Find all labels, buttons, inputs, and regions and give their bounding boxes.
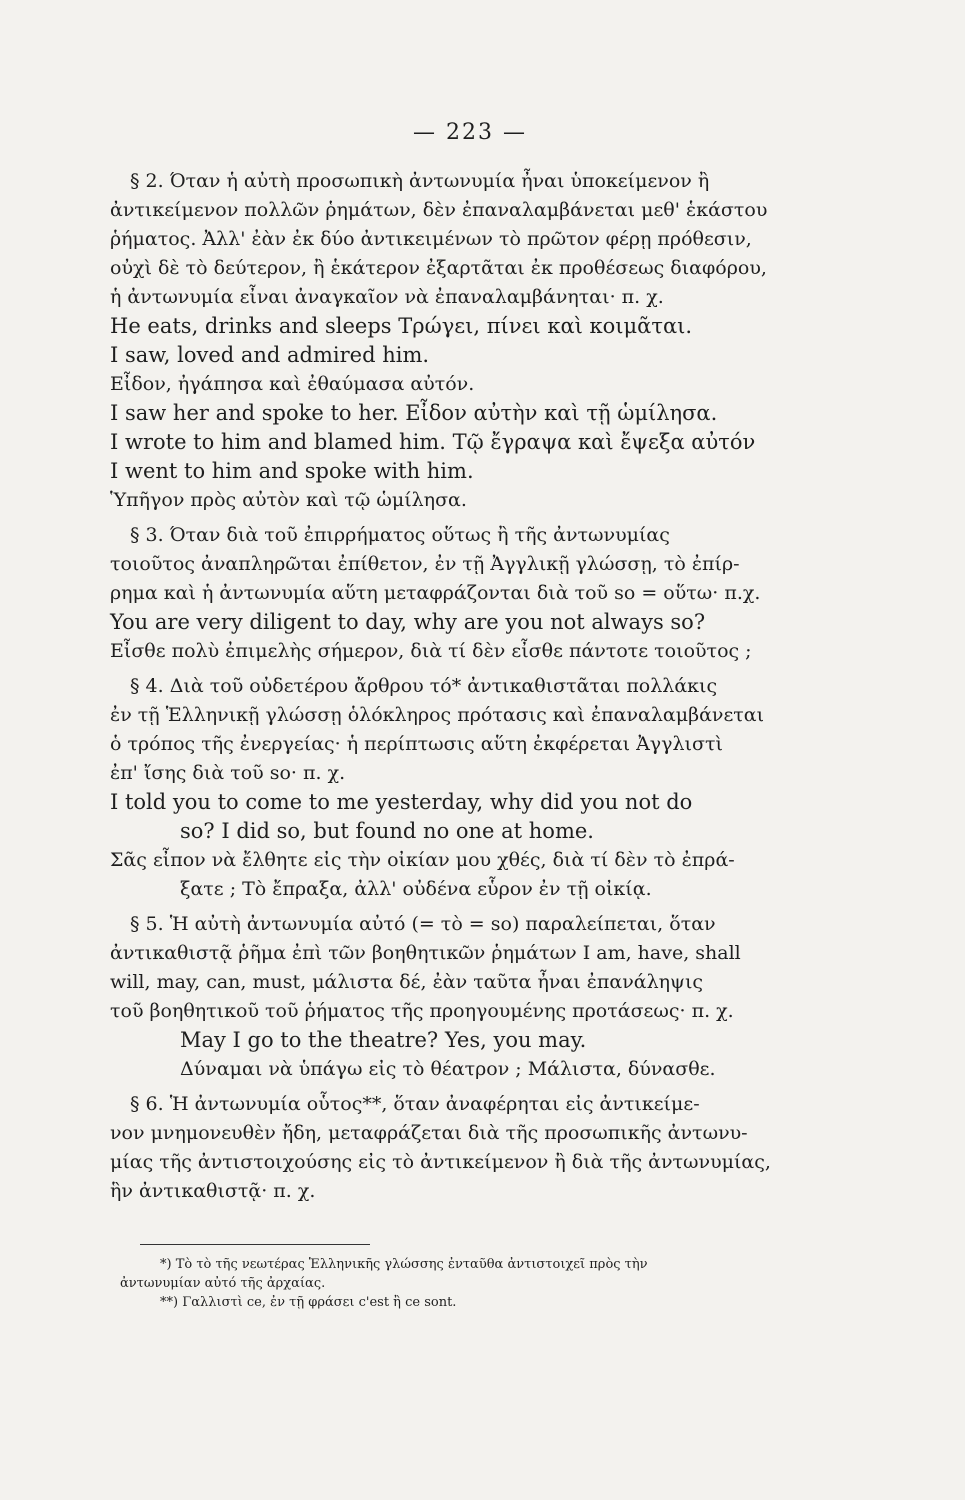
text-line: I saw her and spoke to her. Εἶδον αὐτὴν καὶ τῇ ὡμίλησα. [110,401,718,425]
text-line: τοιοῦτος ἀναπληρῶται ἐπίθετον, ἐν τῇ Ἀγγλικῇ γλώσσῃ, τὸ ἐπίρ- [110,553,740,575]
text-line: I went to him and spoke with him. [110,459,474,483]
text-line: ἣν ἀντικαθιστᾷ· π. χ. [110,1180,316,1202]
text-line: ἀντικείμενον πολλῶν ῥημάτων, δὲν ἐπαναλαμβάνεται μεθ' ἑκάστου [110,199,768,221]
text-line: § 2. Όταν ἡ αὐτὴ προσωπικὴ ἀντωνυμία ἦναι ὑποκείμενον ἢ [130,170,710,192]
text-line: ἀντικαθιστᾷ ῥῆμα ἐπὶ τῶν βοηθητικῶν ῥημάτων I am, have, shall [110,942,741,964]
book-page [110,120,830,1312]
footnote-line: **) Γαλλιστὶ ce, ἐν τῇ φράσει c'est ἢ ce sont. [160,1295,457,1310]
text-line: νον μνημονευθὲν ἤδη, μεταφράζεται διὰ τῆς προσωπικῆς ἀντωνυ- [110,1122,748,1144]
text-line: Δύναμαι νὰ ὑπάγω εἰς τὸ θέατρον ; Μάλιστα, δύνασθε. [180,1058,716,1080]
text-line: μίας τῆς ἀντιστοιχούσης εἰς τὸ ἀντικείμενον ἢ διὰ τῆς ἀντωνυμίας, [110,1151,771,1173]
text-line: οὐχὶ δὲ τὸ δεύτερον, ἢ ἑκάτερον ἐξαρτᾶται ἐκ προθέσεως διαφόρου, [110,257,767,279]
text-line: § 6. Ἡ ἀντωνυμία οὗτος**, ὅταν ἀναφέρηται εἰς ἀντικείμε- [130,1093,700,1115]
text-line: ἐπ' ἴσης διὰ τοῦ so· π. χ. [110,762,346,784]
text-line: will, may, can, must, μάλιστα δέ, ἐὰν ταῦτα ἦναι ἐπανάληψις [110,971,704,993]
text-line: He eats, drinks and sleeps Τρώγει, πίνει καὶ κοιμᾶται. [110,314,693,338]
text-line: Σᾶς εἶπον νὰ ἔλθητε εἰς τὴν οἰκίαν μου χθές, διὰ τί δὲν τὸ ἐπρά- [110,849,735,871]
text-line: Εἶσθε πολὺ ἐπιμελὴς σήμερον, διὰ τί δὲν εἶσθε πάντοτε τοιοῦτος ; [110,640,752,662]
footnotes [110,1255,830,1312]
page-number: — 223 — [413,120,527,145]
text-line: Ὑπῆγον πρὸς αὐτὸν καὶ τῷ ὡμίλησα. [110,489,467,511]
text-line: ἡ ἀντωνυμία εἶναι ἀναγκαῖον νὰ ἐπαναλαμβάνηται· π. χ. [110,286,664,308]
body-text [110,167,830,1206]
text-line: § 5. Ἡ αὐτὴ ἀντωνυμία αὐτό (= τὸ = so) παραλείπεται, ὅταν [130,913,716,935]
footnote-line: ἀντωνυμίαν αὐτό τῆς ἀρχαίας. [120,1276,326,1291]
text-line: May I go to the theatre? Yes, you may. [180,1028,587,1052]
text-line: You are very diligent to day, why are you not always so? [110,610,706,634]
text-line: ὁ τρόπος τῆς ἐνεργείας· ἡ περίπτωσις αὕτη ἐκφέρεται Ἀγγλιστὶ [110,733,723,755]
text-line: τοῦ βοηθητικοῦ τοῦ ῥήματος τῆς προηγουμένης προτάσεως· π. χ. [110,1000,734,1022]
text-line: I told you to come to me yesterday, why did you not do [110,790,693,814]
text-line: I saw, loved and admired him. [110,343,430,367]
text-line: Εἶδον, ἠγάπησα καὶ ἐθαύμασα αὐτόν. [110,373,475,395]
footnote-divider [140,1244,370,1245]
text-line: so? I did so, but found no one at home. [180,819,594,843]
text-line: § 3. Όταν διὰ τοῦ ἐπιρρήματος οὕτως ἢ τῆς ἀντωνυμίας [130,524,670,546]
text-line: ρημα καὶ ἡ ἀντωνυμία αὕτη μεταφράζονται διὰ τοῦ so = οὕτω· π.χ. [110,582,761,604]
text-line: I wrote to him and blamed him. Τῷ ἔγραψα καὶ ἔψεξα αὐτόν [110,430,756,454]
footnote-line: *) Τὸ τὸ τῆς νεωτέρας Ἑλληνικῆς γλώσσης ἐνταῦθα ἀντιστοιχεῖ πρὸς τὴν [160,1257,648,1272]
text-line: § 4. Διὰ τοῦ οὐδετέρου ἄρθρου τό* ἀντικαθιστᾶται πολλάκις [130,675,718,697]
text-line: ῥήματος. Ἀλλ' ἐὰν ἐκ δύο ἀντικειμένων τὸ πρῶτον φέρῃ πρόθεσιν, [110,228,752,250]
text-line: ἐν τῇ Ἑλληνικῇ γλώσσῃ ὁλόκληρος πρότασις καὶ ἐπαναλαμβάνεται [110,704,765,726]
text-line: ξατε ; Τὸ ἔπραξα, ἀλλ' οὐδένα εὗρον ἐν τῇ οἰκίᾳ. [180,878,652,900]
